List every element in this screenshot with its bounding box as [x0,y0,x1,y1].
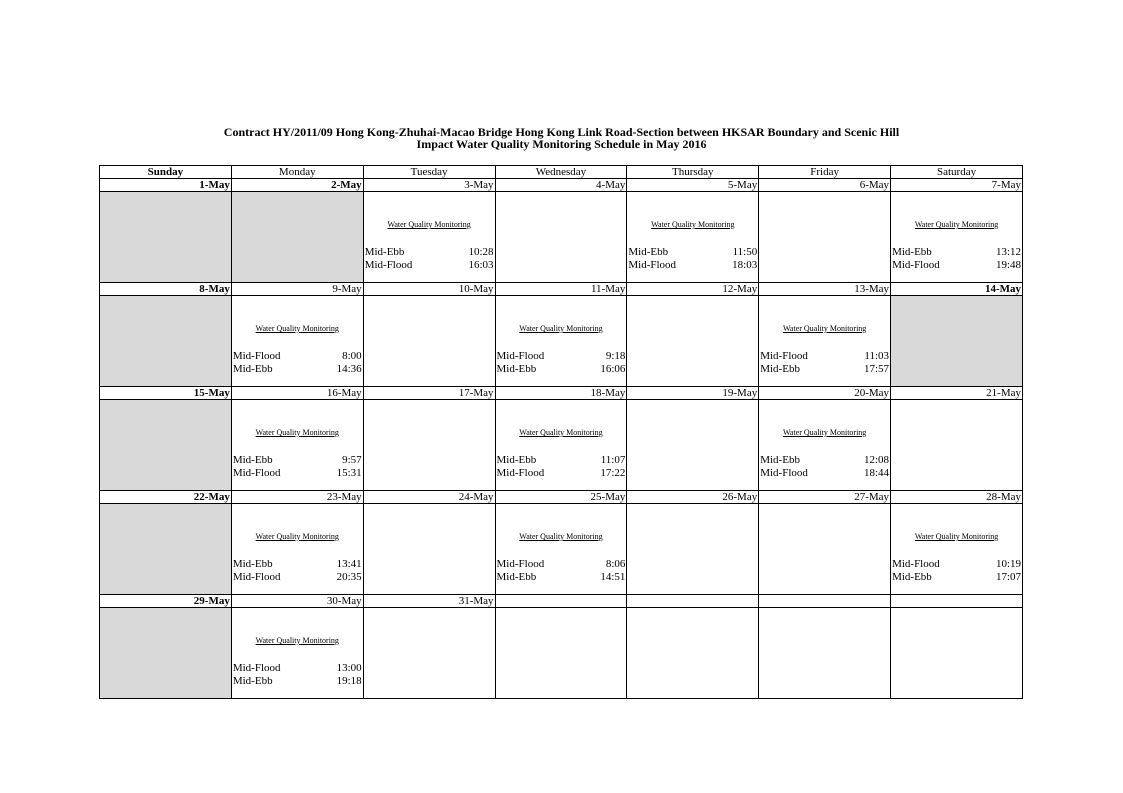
tide-name: Mid-Ebb [232,558,273,570]
weekday-header: Wednesday [495,166,627,179]
weekday-header: Thursday [627,166,759,179]
tide-name: Mid-Ebb [232,675,273,687]
monitoring-label: Water Quality Monitoring [651,220,735,229]
tide-time: 20:35 [336,571,362,583]
tide-name: Mid-Ebb [232,454,273,466]
date-cell: 3-May [363,179,495,192]
day-cell [495,192,627,283]
tide-row [232,454,363,467]
day-cell [363,608,495,699]
date-cell: 23-May [231,491,363,504]
tide-name: Mid-Ebb [496,454,537,466]
date-cell: 11-May [495,283,627,296]
tide-time: 15:31 [336,467,362,479]
monitoring-entry [232,608,363,688]
day-cell [231,400,363,491]
date-cell: 19-May [627,387,759,400]
monitoring-entry [496,504,627,584]
date-cell: 30-May [231,595,363,608]
day-cell [759,296,891,387]
tide-time: 19:48 [995,259,1021,271]
date-cell: 4-May [495,179,627,192]
monitoring-entry [759,400,890,480]
title-line-2: Impact Water Quality Monitoring Schedule in May 2016 [416,137,707,151]
tide-row [232,675,363,688]
tide-name: Mid-Ebb [628,246,669,258]
schedule-row [100,608,1023,699]
day-cell [759,192,891,283]
tide-row [364,259,495,272]
monitoring-label: Water Quality Monitoring [519,428,603,437]
tide-row [496,558,627,571]
monitoring-label: Water Quality Monitoring [255,324,339,333]
date-cell: 6-May [759,179,891,192]
monitoring-label: Water Quality Monitoring [519,532,603,541]
day-cell [100,400,232,491]
date-cell: 15-May [100,387,232,400]
date-cell: 10-May [363,283,495,296]
schedule-row [100,192,1023,283]
day-cell [891,400,1023,491]
tide-time: 17:07 [995,571,1021,583]
tide-time: 11:03 [864,350,890,362]
tide-row [759,363,890,376]
page-title [0,126,1123,150]
tide-name: Mid-Flood [892,558,940,570]
tide-row [232,363,363,376]
date-cell: 13-May [759,283,891,296]
tide-name: Mid-Flood [628,259,677,271]
tide-name: Mid-Ebb [760,363,800,375]
tide-name: Mid-Ebb [760,454,800,466]
day-cell [231,296,363,387]
monitoring-entry [232,400,363,480]
tide-row [496,363,627,376]
day-cell [891,296,1023,387]
tide-name: Mid-Flood [232,350,281,362]
day-cell [891,608,1023,699]
tide-name: Mid-Flood [232,571,281,583]
day-cell [495,608,627,699]
date-cell: 26-May [627,491,759,504]
tide-time: 11:07 [600,454,626,466]
day-cell [627,400,759,491]
date-cell: 25-May [495,491,627,504]
date-cell [759,595,891,608]
monitoring-entry [364,192,495,272]
day-cell [627,608,759,699]
weekday-header: Friday [759,166,891,179]
monitoring-label: Water Quality Monitoring [255,532,339,541]
monitoring-label: Water Quality Monitoring [914,220,999,229]
tide-time: 17:57 [864,363,890,375]
monitoring-entry [891,192,1022,272]
date-cell: 17-May [363,387,495,400]
tide-name: Mid-Ebb [496,571,537,583]
weekday-header: Sunday [100,166,232,179]
date-cell: 5-May [627,179,759,192]
tide-name: Mid-Flood [496,558,545,570]
day-cell [627,296,759,387]
day-cell [627,504,759,595]
tide-row [232,467,363,480]
tide-row [496,454,627,467]
monitoring-label: Water Quality Monitoring [782,428,867,437]
tide-row [627,246,758,259]
tide-time: 14:36 [336,363,362,375]
monitoring-label: Water Quality Monitoring [914,532,999,541]
day-cell [363,192,495,283]
tide-time: 13:41 [336,558,362,570]
tide-row [891,571,1022,584]
day-cell [100,608,232,699]
tide-name: Mid-Ebb [892,571,932,583]
date-cell [891,595,1023,608]
day-cell [363,504,495,595]
day-cell [495,296,627,387]
date-cell: 7-May [891,179,1023,192]
weekday-header: Saturday [891,166,1023,179]
tide-time: 10:28 [468,246,494,258]
date-cell: 20-May [759,387,891,400]
tide-name: Mid-Ebb [496,363,537,375]
day-cell [363,296,495,387]
tide-row [496,467,627,480]
day-cell [891,504,1023,595]
day-cell [495,504,627,595]
monitoring-label: Water Quality Monitoring [519,324,603,333]
date-cell [495,595,627,608]
tide-time: 11:50 [732,246,758,258]
tide-name: Mid-Flood [496,350,545,362]
monitoring-entry [891,504,1022,584]
date-cell: 18-May [495,387,627,400]
tide-time: 9:57 [342,454,362,466]
monitoring-label: Water Quality Monitoring [255,636,339,645]
tide-row [364,246,495,259]
monitoring-entry [759,296,890,376]
monitoring-label: Water Quality Monitoring [255,428,339,437]
date-cell [627,595,759,608]
day-cell [100,504,232,595]
title-line-1: Contract HY/2011/09 Hong Kong-Zhuhai-Macao Bridge Hong Kong Link Road-Section between HKSAR Boundary and Scenic Hill [223,125,900,139]
date-row [100,179,1023,192]
date-cell: 2-May [231,179,363,192]
date-cell: 1-May [100,179,232,192]
date-cell: 31-May [363,595,495,608]
date-cell: 21-May [891,387,1023,400]
schedule-row [100,400,1023,491]
tide-row [891,259,1022,272]
tide-time: 14:51 [600,571,626,583]
date-row [100,283,1023,296]
monitoring-entry [496,296,627,376]
monitoring-entry [232,504,363,584]
weekday-header: Monday [231,166,363,179]
monitoring-label: Water Quality Monitoring [387,220,471,229]
tide-row [759,467,890,480]
tide-time: 13:00 [336,662,362,674]
date-cell: 24-May [363,491,495,504]
tide-time: 9:18 [605,350,626,362]
day-cell [231,608,363,699]
tide-time: 8:00 [342,350,362,362]
day-cell [759,400,891,491]
tide-name: Mid-Flood [760,467,808,479]
tide-time: 17:22 [600,467,626,479]
tide-time: 13:12 [995,246,1021,258]
tide-name: Mid-Ebb [232,363,273,375]
day-cell [363,400,495,491]
tide-time: 19:18 [336,675,362,687]
tide-row [496,571,627,584]
tide-row [759,454,890,467]
tide-time: 8:06 [605,558,626,570]
weekday-header: Tuesday [363,166,495,179]
tide-row [891,558,1022,571]
tide-name: Mid-Flood [364,259,413,271]
date-row [100,595,1023,608]
tide-time: 12:08 [864,454,890,466]
day-cell [627,192,759,283]
tide-name: Mid-Flood [892,259,940,271]
tide-name: Mid-Flood [232,467,281,479]
date-cell: 22-May [100,491,232,504]
day-cell [231,192,363,283]
date-cell: 12-May [627,283,759,296]
tide-row [232,571,363,584]
date-cell: 29-May [100,595,232,608]
date-cell: 8-May [100,283,232,296]
date-cell: 14-May [891,283,1023,296]
tide-name: Mid-Flood [232,662,281,674]
tide-row [627,259,758,272]
tide-name: Mid-Ebb [364,246,405,258]
day-cell [495,400,627,491]
tide-row [891,246,1022,259]
date-cell: 16-May [231,387,363,400]
day-cell [100,296,232,387]
tide-name: Mid-Flood [760,350,808,362]
date-row [100,387,1023,400]
day-cell [231,504,363,595]
day-cell [759,608,891,699]
tide-row [232,558,363,571]
date-cell: 28-May [891,491,1023,504]
tide-row [496,350,627,363]
calendar-table [99,165,1023,699]
tide-time: 16:06 [600,363,626,375]
tide-name: Mid-Flood [496,467,545,479]
monitoring-entry [232,296,363,376]
weekday-header-row [100,166,1023,179]
date-row [100,491,1023,504]
day-cell [100,192,232,283]
date-cell: 27-May [759,491,891,504]
weeks-body [100,179,1023,699]
tide-row [232,662,363,675]
tide-row [759,350,890,363]
tide-name: Mid-Ebb [892,246,932,258]
monitoring-entry [627,192,758,272]
monitoring-entry [496,400,627,480]
tide-row [232,350,363,363]
date-cell: 9-May [231,283,363,296]
tide-time: 16:03 [468,259,494,271]
schedule-row [100,296,1023,387]
schedule-row [100,504,1023,595]
tide-time: 10:19 [995,558,1021,570]
tide-time: 18:44 [864,467,890,479]
day-cell [891,192,1023,283]
day-cell [759,504,891,595]
monitoring-label: Water Quality Monitoring [782,324,867,333]
tide-time: 18:03 [732,259,758,271]
